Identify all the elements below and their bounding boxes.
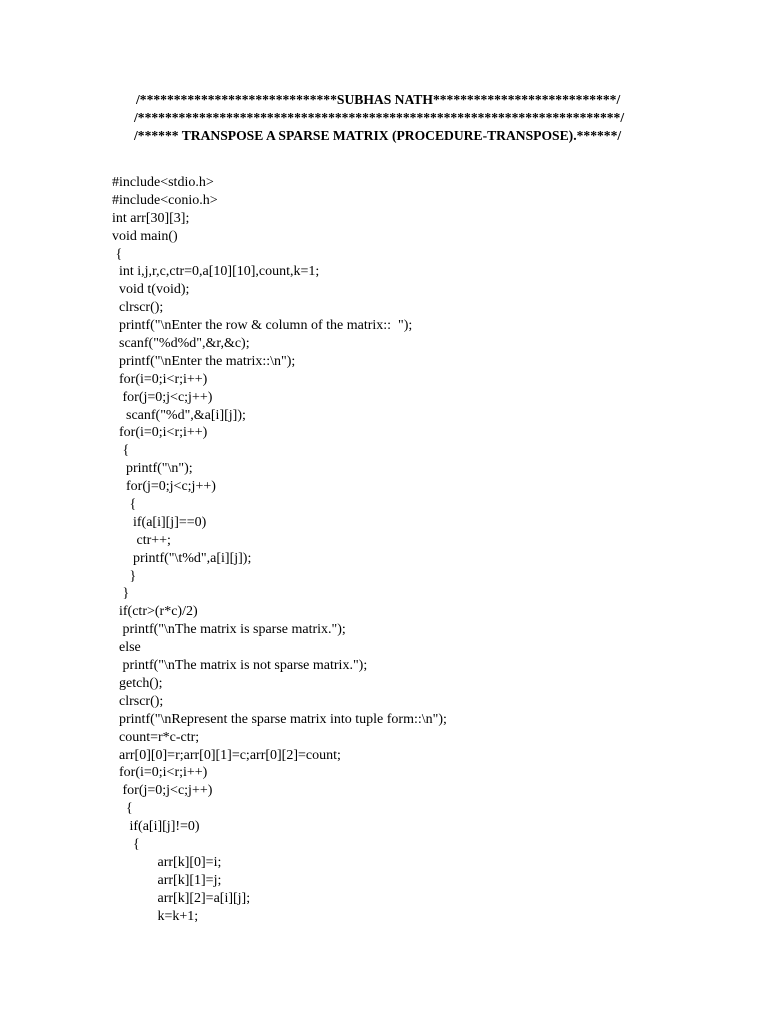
code-line: scanf("%d%d",&r,&c);	[112, 336, 250, 352]
code-line: printf("\n");	[112, 461, 193, 477]
code-line: for(i=0;i<r;i++)	[112, 765, 208, 781]
code-line: arr[k][2]=a[i][j];	[112, 890, 251, 906]
code-line: printf("\nThe matrix is not sparse matrix.");	[112, 658, 368, 674]
code-line: if(a[i][j]==0)	[112, 514, 207, 530]
code-line: if(a[i][j]!=0)	[112, 819, 200, 835]
code-line: for(i=0;i<r;i++)	[112, 425, 208, 441]
code-listing	[112, 174, 712, 925]
code-line: printf("\nRepresent the sparse matrix into tuple form::\n");	[112, 711, 447, 727]
code-line: printf("\nEnter the matrix::\n");	[112, 353, 296, 369]
code-line: count=r*c-ctr;	[112, 729, 200, 745]
code-line: for(j=0;j<c;j++)	[112, 479, 216, 495]
code-line: clrscr();	[112, 300, 164, 316]
code-line: printf("\t%d",a[i][j]);	[112, 550, 252, 566]
code-line: for(j=0;j<c;j++)	[112, 783, 213, 799]
code-line: for(j=0;j<c;j++)	[112, 389, 213, 405]
code-line: k=k+1;	[112, 908, 199, 924]
code-line: printf("\nEnter the row & column of the matrix:: ");	[112, 318, 413, 334]
code-line: #include<stdio.h>	[112, 175, 214, 190]
code-line: arr[0][0]=r;arr[0][1]=c;arr[0][2]=count;	[112, 747, 341, 763]
code-line: if(ctr>(r*c)/2)	[112, 604, 198, 620]
code-line: {	[112, 443, 130, 459]
code-line: {	[112, 497, 137, 513]
header-divider-line: /***********************************************************************/	[134, 110, 625, 125]
code-line: int i,j,r,c,ctr=0,a[10][10],count,k=1;	[112, 264, 320, 280]
code-line: arr[k][0]=i;	[112, 854, 222, 870]
code-line: scanf("%d",&a[i][j]);	[112, 407, 246, 423]
code-line: void main()	[112, 228, 178, 244]
code-line: {	[112, 246, 123, 262]
code-line: }	[112, 568, 137, 584]
code-line: arr[k][1]=j;	[112, 872, 222, 888]
code-line: getch();	[112, 675, 163, 691]
code-line: void t(void);	[112, 282, 190, 298]
code-line: int arr[30][3];	[112, 210, 190, 226]
code-line: else	[112, 640, 141, 656]
code-line: ctr++;	[112, 532, 171, 548]
code-line: }	[112, 586, 130, 602]
header-title-line: /****** TRANSPOSE A SPARSE MATRIX (PROCEDURE-TRANSPOSE).******/	[134, 128, 622, 143]
code-line: printf("\nThe matrix is sparse matrix.");	[112, 622, 346, 638]
code-line: {	[112, 801, 133, 817]
header-author-line: /*****************************SUBHAS NATH***************************/	[136, 92, 621, 107]
code-line: #include<conio.h>	[112, 192, 218, 208]
code-line: for(i=0;i<r;i++)	[112, 371, 208, 387]
code-line: {	[112, 836, 140, 852]
code-line: clrscr();	[112, 693, 164, 709]
